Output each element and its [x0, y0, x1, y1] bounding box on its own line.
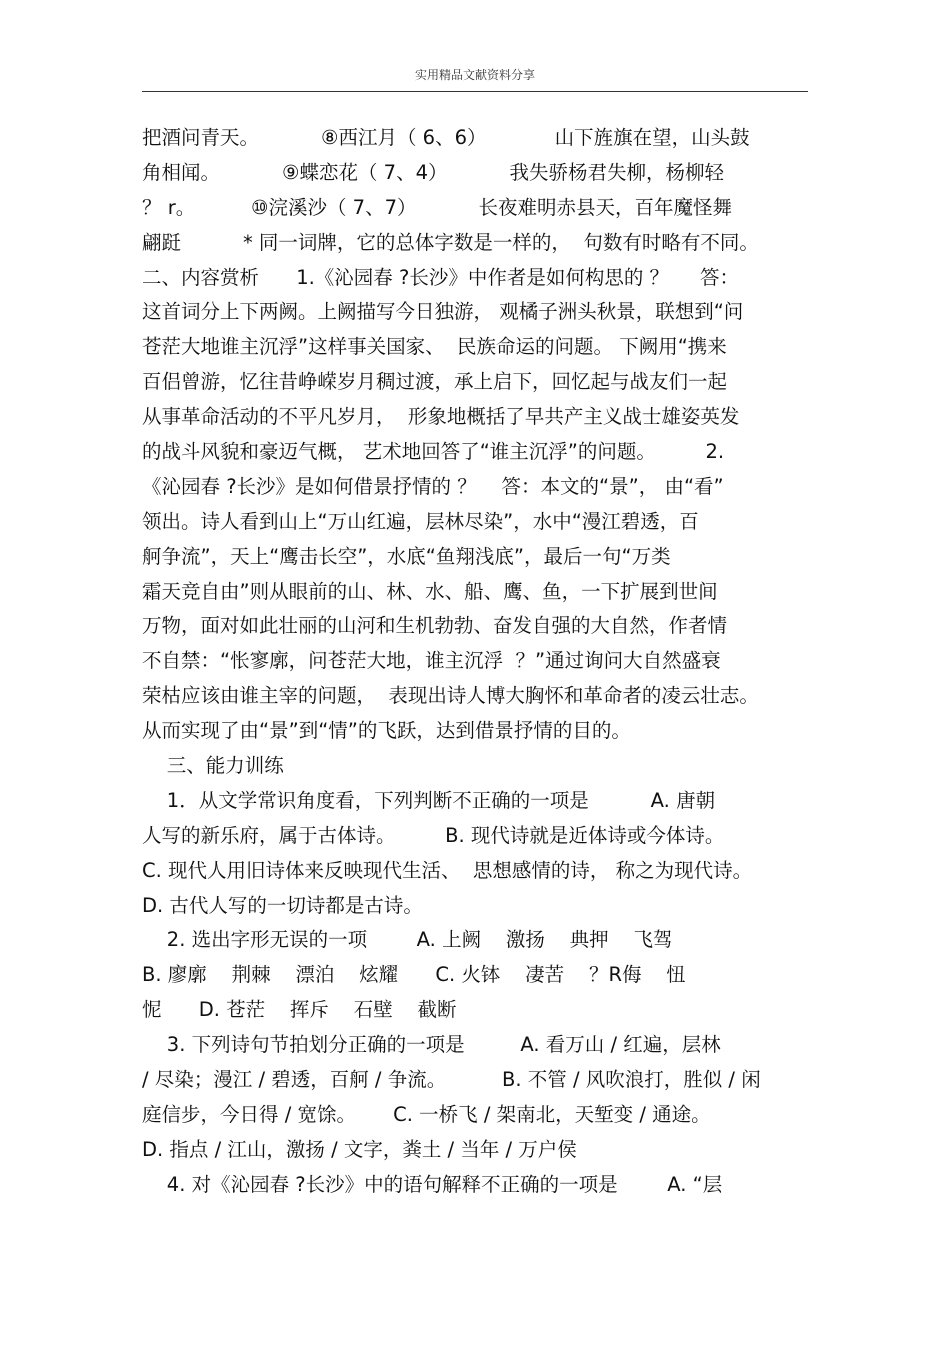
- text-line: 人写的新乐府，属于古体诗。 B. 现代诗就是近体诗或今体诗。: [142, 823, 725, 847]
- text-line: 从事革命活动的不平凡岁月， 形象地概括了早共产主义战士雄姿英发: [142, 405, 740, 429]
- text-line: 角相闻。 ⑨蝶恋花（ 7、4） 我失骄杨君失柳，杨柳轻: [142, 160, 724, 184]
- text-line: 舸争流”，天上“鹰击长空”，水底“鱼翔浅底”，最后一句“万类: [142, 544, 671, 568]
- text-line: 领出。诗人看到山上“万山红遍，层林尽染”，水中“漫江碧透，百: [142, 509, 699, 533]
- question-line: 3. 下列诗句节拍划分正确的一项是 A. 看万山 / 红遍，层林: [142, 1033, 721, 1057]
- text-line: 的战斗风貌和豪迈气概， 艺术地回答了“谁主沉浮”的问题。 2.: [142, 440, 725, 464]
- question-line: 4. 对《沁园春 ?长沙》中的语句解释不正确的一项是 A. “层: [142, 1172, 723, 1196]
- text-line: 苍茫大地谁主沉浮”这样事关国家、 民族命运的问题。 下阙用“携来: [142, 335, 727, 359]
- text-line: 这首词分上下两阙。上阙描写今日独游， 观橘子洲头秋景，联想到“问: [142, 300, 744, 324]
- question-line: 2. 选出字形无误的一项 A. 上阙 激扬 典押 飞驾: [142, 928, 673, 952]
- text-line: / 尽染；漫江 / 碧透，百舸 / 争流。 B. 不管 / 风吹浪打，胜似 / 闲: [142, 1068, 761, 1092]
- document-body: [142, 124, 832, 1206]
- section-heading-line: 三、能力训练: [142, 754, 284, 778]
- question-line: 1．从文学常识角度看，下列判断不正确的一项是 A. 唐朝: [142, 788, 716, 812]
- text-line: 从而实现了由“景”到“情”的飞跃，达到借景抒情的目的。: [142, 719, 631, 743]
- page-header: 实用精品文献资料分享: [414, 68, 535, 82]
- text-line: D. 指点 / 江山，激扬 / 文字，粪土 / 当年 / 万户侯: [142, 1137, 577, 1161]
- text-line: 荣枯应该由谁主宰的问题， 表现出诗人博大胸怀和革命者的凌云壮志。: [142, 684, 759, 708]
- text-line: C. 现代人用旧诗体来反映现代生活、 思想感情的诗， 称之为现代诗。: [142, 858, 753, 882]
- text-line: D. 古代人写的一切诗都是古诗。: [142, 893, 423, 917]
- text-line: ？ r。 ⑩浣溪沙（ 7、7） 长夜难明赤县天，百年魔怪舞: [142, 195, 732, 219]
- text-line: 不自禁：“怅寥廓，问苍茫大地，谁主沉浮 ？”通过询问大自然盛衰: [142, 649, 721, 673]
- text-line: 万物，面对如此壮丽的山河和生机勃勃、奋发自强的大自然，作者情: [142, 614, 728, 638]
- text-line: 《沁园春 ?长沙》是如何借景抒情的 ？ 答：本文的“景”， 由“看”: [142, 474, 724, 498]
- text-line: 百侣曾游，忆往昔峥嵘岁月稠过渡，承上启下，回忆起与战友们一起: [142, 370, 728, 394]
- section-heading-line: 二、内容赏析 1.《沁园春 ?长沙》中作者是如何构思的 ？ 答：: [142, 265, 740, 289]
- header-rule: [142, 91, 808, 92]
- text-line: 翩跹 * 同一词牌，它的总体字数是一样的， 句数有时略有不同。: [142, 230, 759, 254]
- text-line: 怩 D. 苍茫 挥斥 石壁 截断: [142, 998, 457, 1022]
- text-line: 霜天竞自由”则从眼前的山、林、水、船、鹰、鱼，一下扩展到世间: [142, 579, 718, 603]
- text-line: 庭信步，今日得 / 宽馀。 C. 一桥飞 / 架南北，天堑变 / 通途。: [142, 1102, 711, 1126]
- text-line: B. 廖廓 荆棘 漂泊 炫耀 C. 火钵 凄苦 ？R侮 忸: [142, 963, 686, 987]
- text-line: 把酒问青天。 ⑧西江月（ 6、6） 山下旌旗在望，山头鼓: [142, 126, 750, 149]
